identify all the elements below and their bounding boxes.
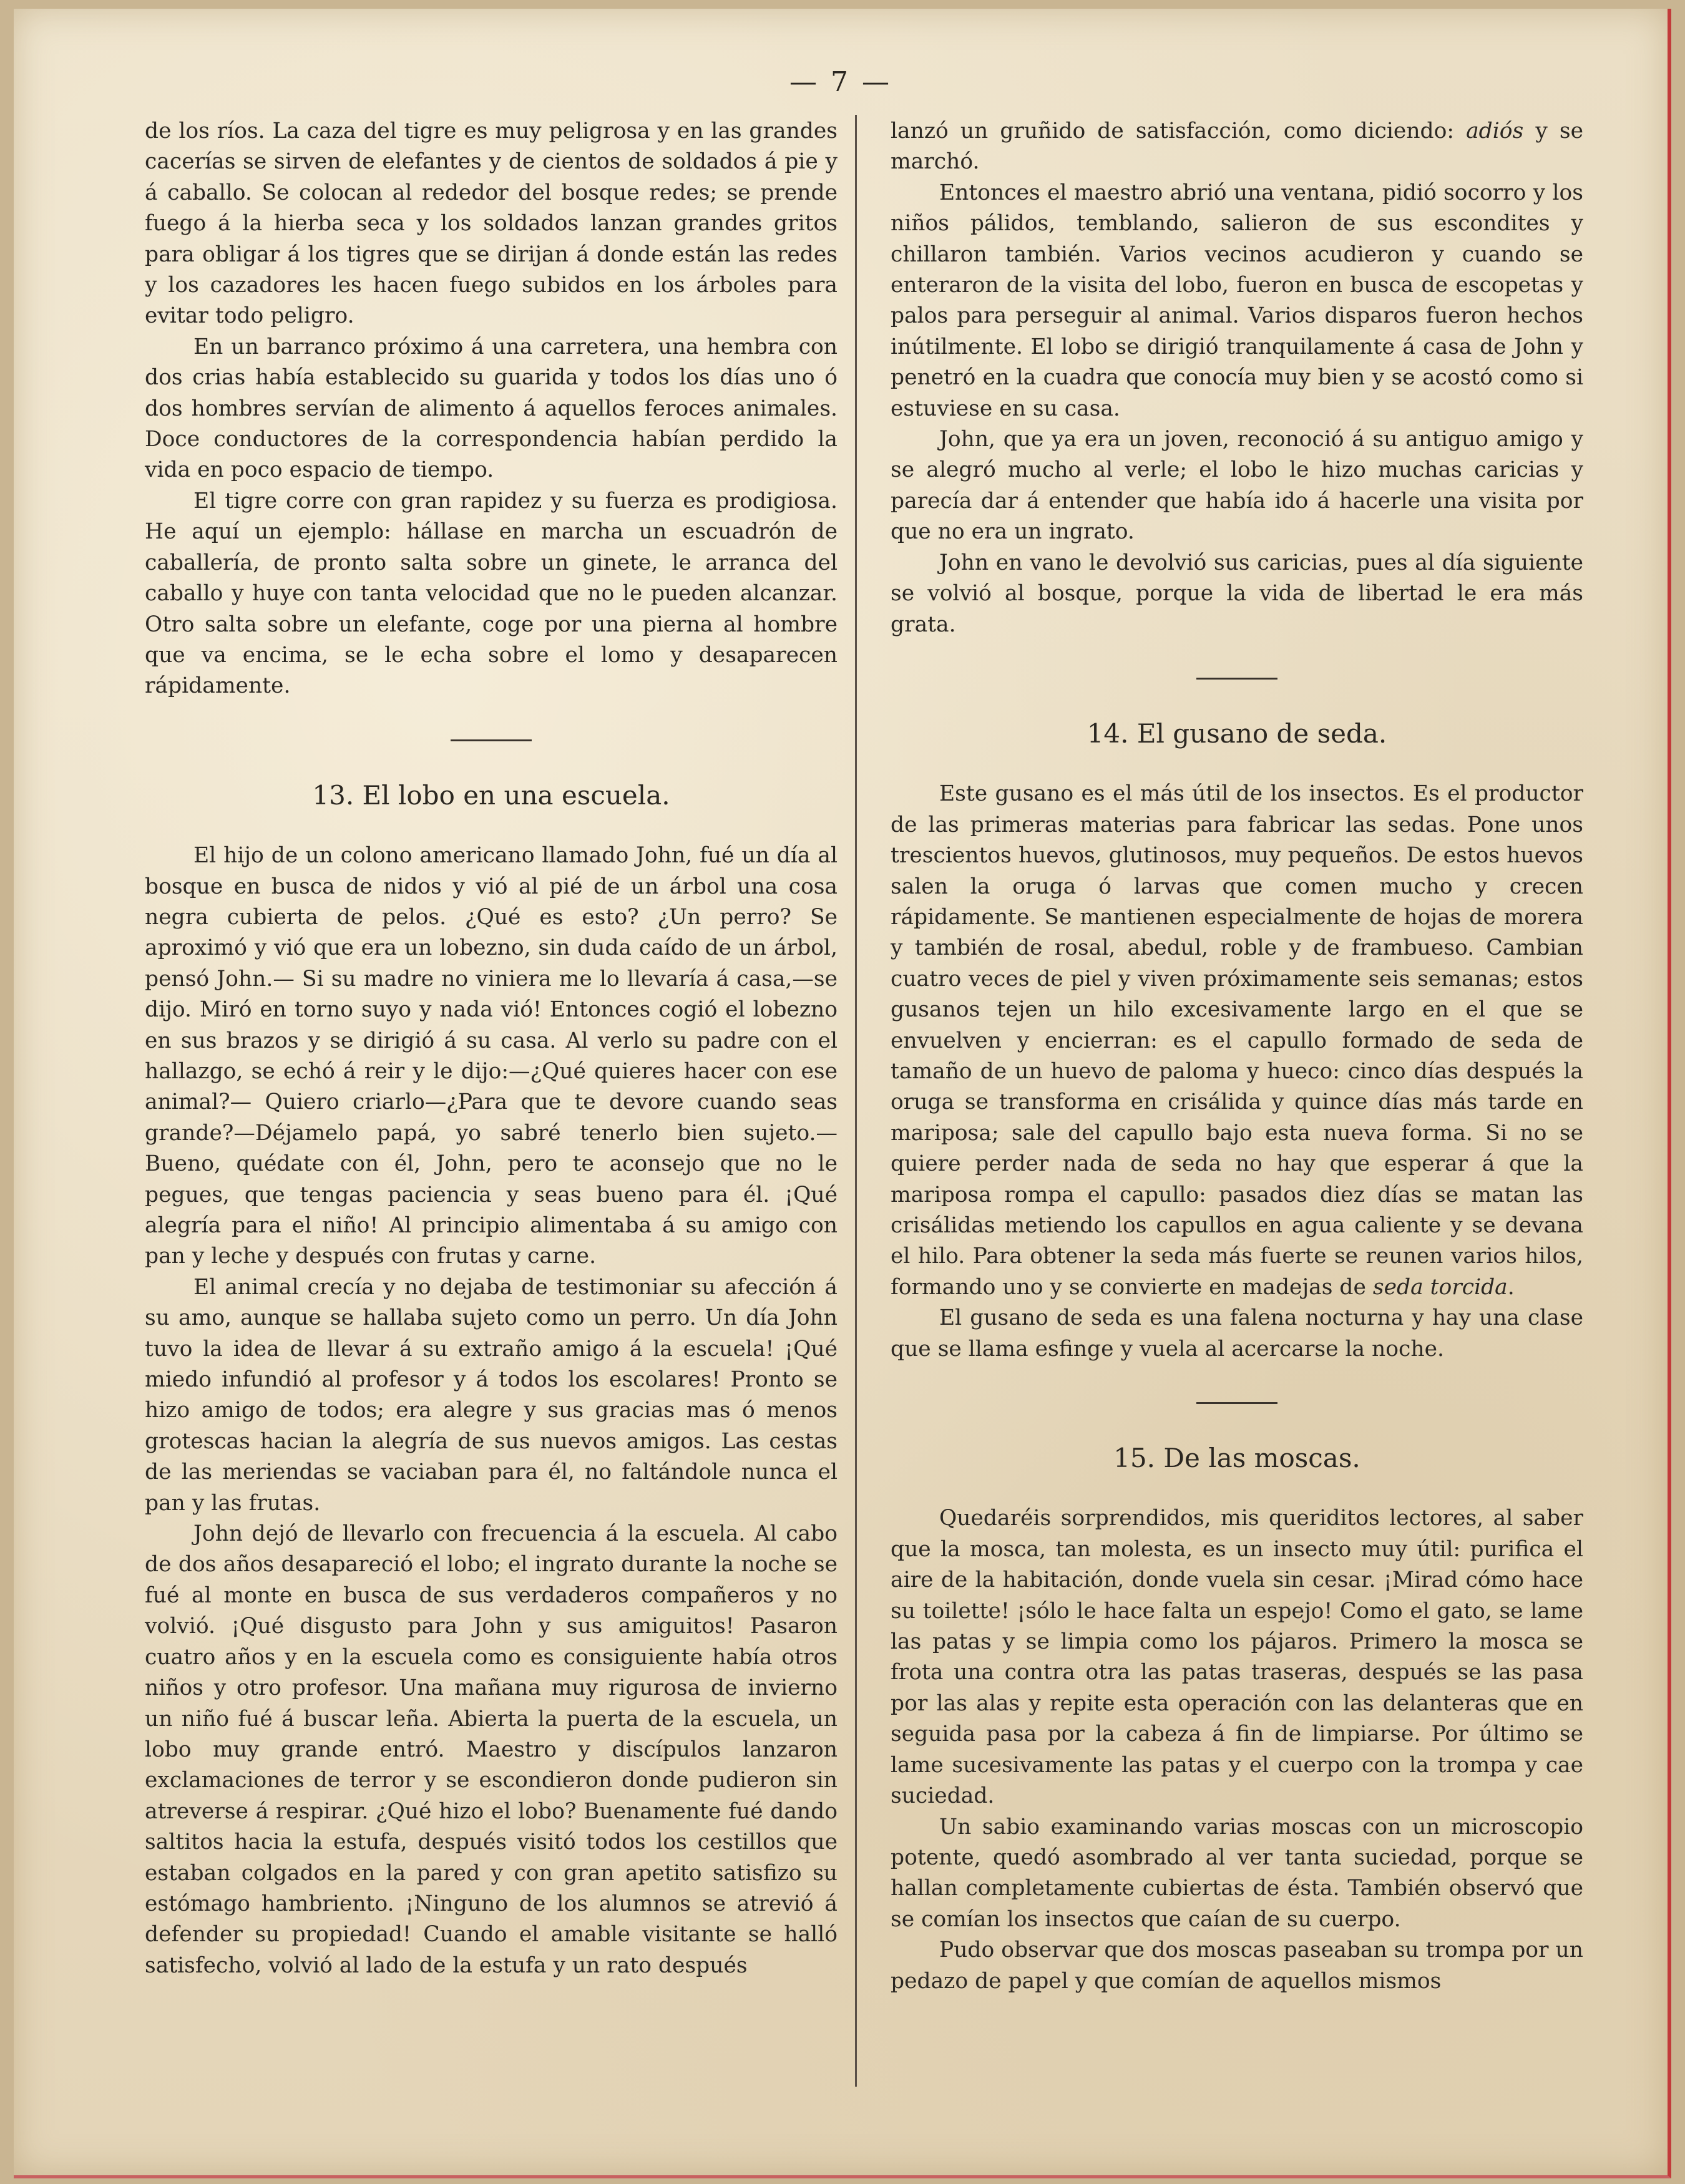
section-15-paragraph-1: Quedaréis sorprendidos, mis queriditos lectores, al saber que la mosca, tan molesta, es un insecto muy útil: purifica el aire de la habitación, donde vuela sin cesar. ¡Mirad cómo hace su toilette! ¡sólo le hace falta un espejo! Como el gato, se lame las patas y se limpia como los pájaros. Primero la mosca se frota una contra otra las patas traseras, después se las pasa por las alas y repite esta operación con las delanteras que en seguida pasa por la cabeza á fin de limpiarse. Por último se lame sucesivamente las patas y el cuerpo con la trompa y cae suciedad.	[891, 1506, 1583, 1809]
section-13-title: 13. El lobo en una escuela.	[312, 779, 670, 811]
section-15-paragraph-3: Pudo observar que dos moscas paseaban su trompa por un pedazo de papel y que comían de aquellos mismos	[891, 1938, 1583, 1994]
section-rule	[451, 739, 532, 741]
paragraph-tiger-strength: El tigre corre con gran rapidez y su fuerza es prodigiosa. He aquí un ejemplo: hállase en marcha un escuadrón de caballería, de pronto salta sobre un ginete, le arranca del caballo y huye con tanta velocidad que no le pueden alcanzar. Otro salta sobre un elefante, coge por una pierna al hombre que va encima, se le echa sobre el lomo y desaparecen rápidamente.	[145, 488, 838, 699]
section-14-paragraph-2: El gusano de seda es una falena nocturna y hay una clase que se llama esfinge y vuela al acercarse la noche.	[891, 1305, 1583, 1362]
italic-word: adiós	[1466, 119, 1524, 144]
paragraph-wolf-returns: John en vano le devolvió sus caricias, pues al día siguiente se volvió al bosque, porque la vida de libertad le era más grata.	[891, 550, 1583, 637]
paragraph-tigers-hunt: de los ríos. La caza del tigre es muy peligrosa y en las grandes cacerías se sirven de elefantes y de cientos de soldados á pie y á caballo. Se colocan al rededor del bosque redes; se prende fuego á la hierba seca y los soldados lanzan grandes gritos para obligar á los tigres que se dirijan á donde están las redes y los cazadores les hacen fuego subidos en los árboles para evitar todo peligro.	[145, 119, 838, 329]
column-divider	[855, 115, 857, 2087]
section-15-paragraph-2: Un sabio examinando varias moscas con un microscopio potente, quedó asombrado al ver tanta suciedad, porque se hallan completamente cubiertas de ésta. También observó que se comían los insectos que caían de su cuerpo.	[891, 1814, 1583, 1932]
section-15-title: 15. De las moscas.	[1113, 1443, 1360, 1474]
section-rule	[1196, 678, 1277, 680]
right-column	[891, 116, 1583, 1997]
section-13-paragraph-1: El hijo de un colono americano llamado John, fué un día al bosque en busca de nidos y vió al pié de un árbol una cosa negra cubierta de pelos. ¿Qué es esto? ¿Un perro? Se aproximó y vió que era un lobezno, sin duda caído de un árbol, pensó John.— Si su madre no viniera me lo llevaría á casa,—se dijo. Miró en torno suyo y nada vió! Entonces cogió el lobezno en sus brazos y se dirigió á su casa. Al verlo su padre con el hallazgo, se echó á reir y le dijo:—¿Qué quieres hacer con ese animal?— Quiero criarlo—¿Para que te devore cuando seas grande?—Déjamelo papá, yo sabré tenerlo bien sujeto.—Bueno, quédate con él, John, pero te aconsejo que no le pegues, que tengas paciencia y seas bueno para él. ¡Qué alegría para el niño! Al principio alimentaba á su amigo con pan y leche y después con frutas y carne.	[145, 843, 838, 1269]
section-13-paragraph-3: John dejó de llevarlo con frecuencia á la escuela. Al cabo de dos años desapareció el lobo; el ingrato durante la noche se fué al monte en busca de sus verdaderos compañeros y no volvió. ¡Qué disgusto para John y sus amiguitos! Pasaron cuatro años y en la escuela como es consiguiente había otros niños y otro profesor. Una mañana muy rigurosa de invierno un niño fué á buscar leña. Abierta la puerta de la escuela, un lobo muy grande entró. Maestro y discípulos lanzaron exclamaciones de terror y se escondieron donde pudieron sin atreverse á respirar. ¿Qué hizo el lobo? Buenamente fué dando saltitos hacia la estufa, después visitó todos los cestillos que estaban colgados en la pared y con gran apetito satisfizo su estómago hambriento. ¡Ninguno de los alumnos se atrevió á defender su propiedad! Cuando el amable visitante se halló satisfecho, volvió al lado de la estufa y un rato después	[145, 1521, 838, 1978]
section-rule	[1196, 1402, 1277, 1404]
paragraph-wolf-leaves	[891, 116, 1583, 178]
text-span: lanzó un gruñido de satisfacción, como diciendo:	[891, 119, 1467, 144]
paragraph-john-recognizes: John, que ya era un joven, reconoció á su antiguo amigo y se alegró mucho al verle; el lobo le hizo muchas caricias y parecía dar á entender que había ido á hacerle una visita por que no era un ingrato.	[891, 427, 1583, 545]
page-number: — 7 —	[789, 66, 892, 98]
page-sheet	[14, 9, 1671, 2178]
text-span: .	[1507, 1274, 1515, 1300]
section-14-title: 14. El gusano de seda.	[1087, 718, 1387, 749]
left-column	[145, 116, 838, 1981]
section-14-paragraph-1	[891, 779, 1583, 1303]
paragraph-teacher-window: Entonces el maestro abrió una ventana, pidió socorro y los niños pálidos, temblando, salieron de sus escondites y chillaron también. Varios vecinos acudieron y cuando se enteraron de la visita del lobo, fueron en busca de escopetas y palos para perseguir al animal. Varios disparos fueron hechos inútilmente. El lobo se dirigió tranquilamente á casa de John y penetró en la cuadra que conocía muy bien y se acostó como si estuviese en su casa.	[891, 180, 1583, 421]
text-span: Este gusano es el más útil de los insectos. Es el productor de las primeras materias para fabricar las sedas. Pone unos trescientos huevos, glutinosos, muy pequeños. De estos huevos salen la oruga ó larvas que comen mucho y crecen rápidamente. Se mantienen especialmente de hojas de morera y también de rosal, abedul, roble y de frambueso. Cambian cuatro veces de piel y viven próximamente seis semanas; estos gusanos tejen un hilo excesivamente largo en el que se envuelven y encierran: es el capullo formado de seda de tamaño de un huevo de paloma y hueco: cinco días después la oruga se transforma en crisálida y quince días más tarde en mariposa; sale del capullo bajo esta nueva forma. Si no se quiere perder nada de seda no hay que esperar á que la mariposa rompa el capullo: pasados diez días se matan las crisálidas metiendo los capullos en agua caliente y se devana el hilo. Para obtener la seda más fuerte se reunen varios hilos, formando uno y se convierte en madejas de	[891, 781, 1583, 1300]
section-13-paragraph-2: El animal crecía y no dejaba de testimoniar su afección á su amo, aunque se hallaba sujeto como un perro. Un día John tuvo la idea de llevar á su extraño amigo á la escuela! ¡Qué miedo infundió al profesor y á todos los escolares! Pronto se hizo amigo de todos; era alegre y sus gracias mas ó menos grotescas hacian la alegría de sus nuevos amigos. Las cestas de las meriendas se vaciaban para él, no faltándole nunca el pan y las frutas.	[145, 1274, 838, 1516]
italic-phrase: seda torcida	[1372, 1274, 1508, 1300]
text-span: y se marchó.	[891, 119, 1583, 175]
paragraph-tiger-den: En un barranco próximo á una carretera, una hembra con dos crias había establecido su guarida y todos los días uno ó dos hombres servían de alimento á aquellos feroces animales. Doce conductores de la correspondencia habían perdido la vida en poco espacio de tiempo.	[145, 334, 838, 483]
